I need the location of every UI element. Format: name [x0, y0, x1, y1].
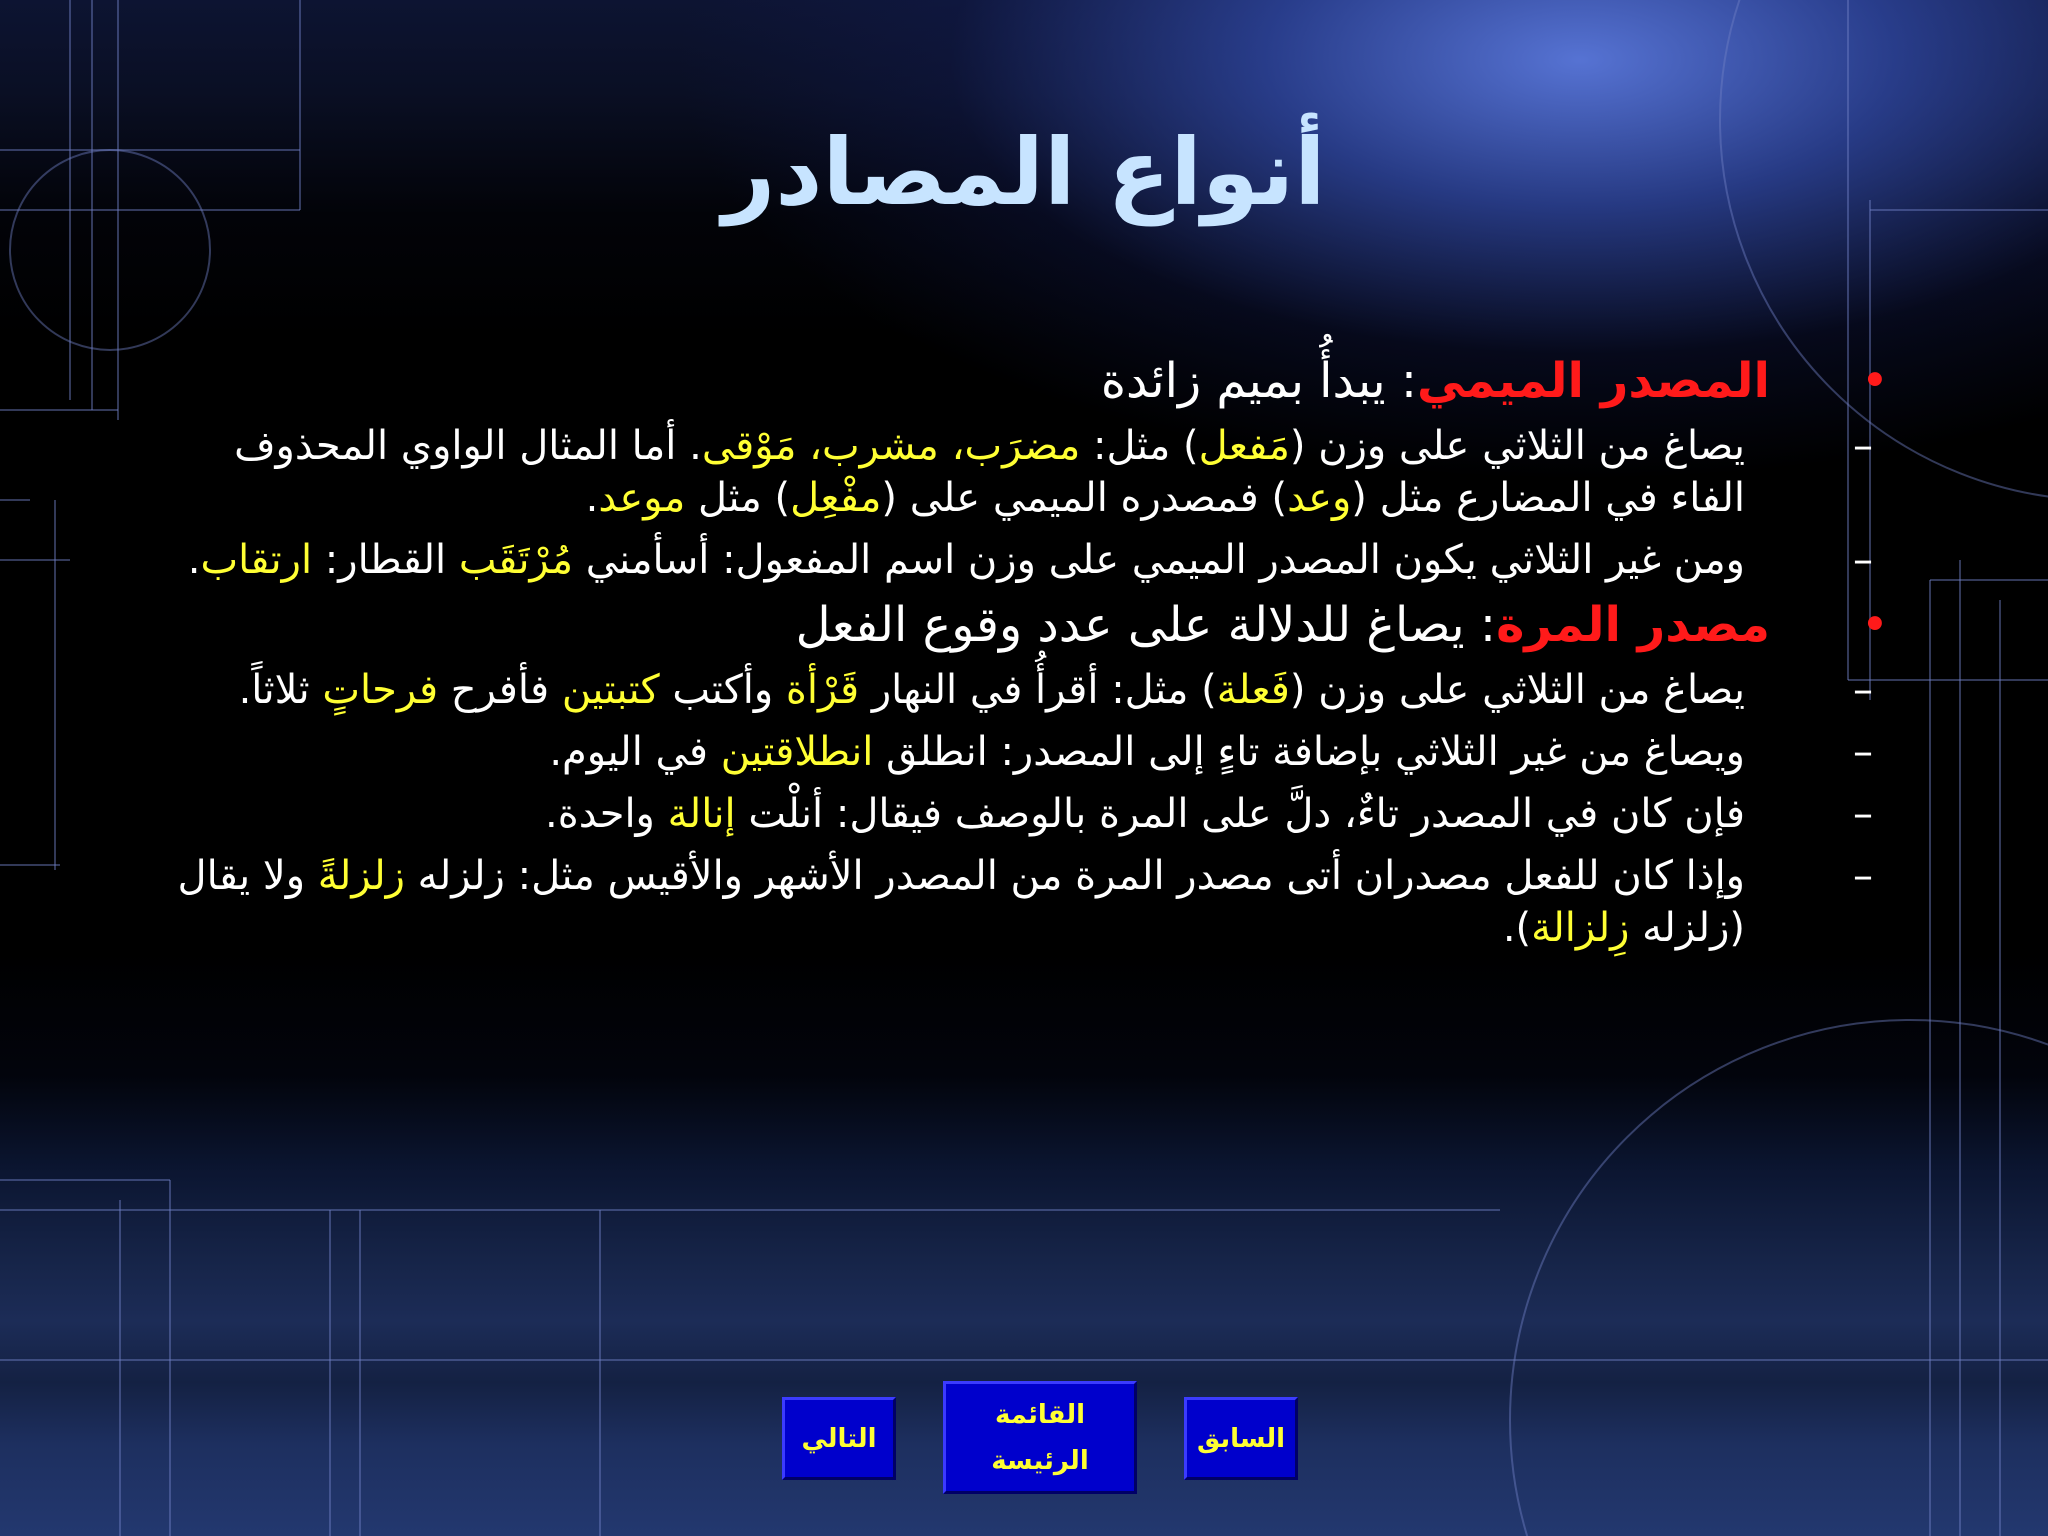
main-menu-button[interactable] [943, 1381, 1137, 1494]
term-heading: مصدر المرة [1496, 597, 1770, 653]
bullet-item [150, 352, 1895, 410]
text-segment: فإن كان في المصدر تاءٌ، دلَّ على المرة بالوصف فيقال: أنلْت [735, 791, 1745, 837]
bullet-marker: • [1860, 353, 1889, 409]
text-segment: واحدة. [545, 791, 668, 837]
text-segment: وأكتب [659, 667, 786, 713]
next-button[interactable] [782, 1397, 896, 1480]
dash-marker: – [1853, 853, 1873, 899]
text-segment: . أما المثال الواوي المحذوف الفاء في المضارع مثل ( [234, 423, 1745, 521]
dash-marker: – [1853, 729, 1873, 775]
example-word: كتبتين [561, 667, 660, 713]
text-segment: ولا يقال (زلزله [177, 853, 1745, 951]
text-segment: يصاغ من الثلاثي على وزن ( [1289, 423, 1745, 469]
slide-content [150, 352, 1895, 964]
next-button-label: التالي [801, 1423, 877, 1454]
text-segment: ) فمصدره الميمي على ( [881, 475, 1288, 521]
text-segment: في اليوم. [549, 729, 721, 775]
text-segment: القطار: [312, 537, 459, 583]
text-segment: ) مثل [685, 475, 791, 521]
example-word: انطلاقتين [720, 729, 874, 775]
previous-button-label: السابق [1196, 1423, 1286, 1454]
bullet-marker: • [1860, 597, 1889, 653]
sub-bullet-item [150, 534, 1895, 586]
example-word: ارتقاب [200, 537, 313, 583]
example-word: موعد [598, 475, 686, 521]
sub-bullet-item [150, 726, 1895, 778]
text-segment: . [187, 537, 201, 583]
sub-bullet-item [150, 420, 1895, 524]
text-segment: ) مثل: [1080, 423, 1199, 469]
text-segment: . [585, 475, 599, 521]
text-segment: وإذا كان للفعل مصدران أتى مصدر المرة من المصدر الأشهر والأقيس مثل: زلزله [404, 853, 1745, 899]
slide-title: أنواع المصادر [722, 119, 1326, 226]
main-menu-button-label-line2: الرئيسة [991, 1445, 1089, 1476]
example-word: زلزلةً [317, 853, 405, 899]
dash-marker: – [1853, 423, 1873, 469]
text-segment: : يبدأُ بميم زائدة [1100, 353, 1417, 409]
text-segment: ثلاثاً. [238, 667, 323, 713]
example-word: فرحاتٍ [322, 667, 439, 713]
previous-button[interactable] [1184, 1397, 1298, 1480]
example-word: زِلزالة [1531, 905, 1630, 951]
text-segment: ) مثل: أقرأُ في النهار [859, 667, 1217, 713]
text-segment: ويصاغ من غير الثلاثي بإضافة تاءٍ إلى المصدر: انطلق [873, 729, 1745, 775]
dash-marker: – [1853, 667, 1873, 713]
sub-bullet-item [150, 664, 1895, 716]
example-word: مُرْتَقَب [458, 537, 573, 583]
text-segment: يصاغ من الثلاثي على وزن ( [1289, 667, 1745, 713]
text-segment: ). [1502, 905, 1532, 951]
sub-bullet-item [150, 788, 1895, 840]
dash-marker: – [1853, 537, 1873, 583]
example-word: إنالة [667, 791, 736, 837]
sub-bullet-item [150, 850, 1895, 954]
text-segment: فأفرح [438, 667, 562, 713]
example-word: مفْعِل [790, 475, 882, 521]
dash-marker: – [1853, 791, 1873, 837]
example-word: مضرَب، مشرب، مَوْقى [701, 423, 1081, 469]
main-menu-button-label-line1: القائمة [994, 1399, 1086, 1430]
example-word: وعد [1287, 475, 1352, 521]
text-segment: ومن غير الثلاثي يكون المصدر الميمي على وزن اسم المفعول: أسأمني [573, 537, 1745, 583]
example-word: فَعلة [1216, 667, 1290, 713]
example-word: مَفعل [1198, 423, 1290, 469]
bullet-item [150, 596, 1895, 654]
text-segment: : يصاغ للدلالة على عدد وقوع الفعل [795, 597, 1497, 653]
term-heading: المصدر الميمي [1416, 353, 1770, 409]
example-word: قَرْأة [785, 667, 860, 713]
